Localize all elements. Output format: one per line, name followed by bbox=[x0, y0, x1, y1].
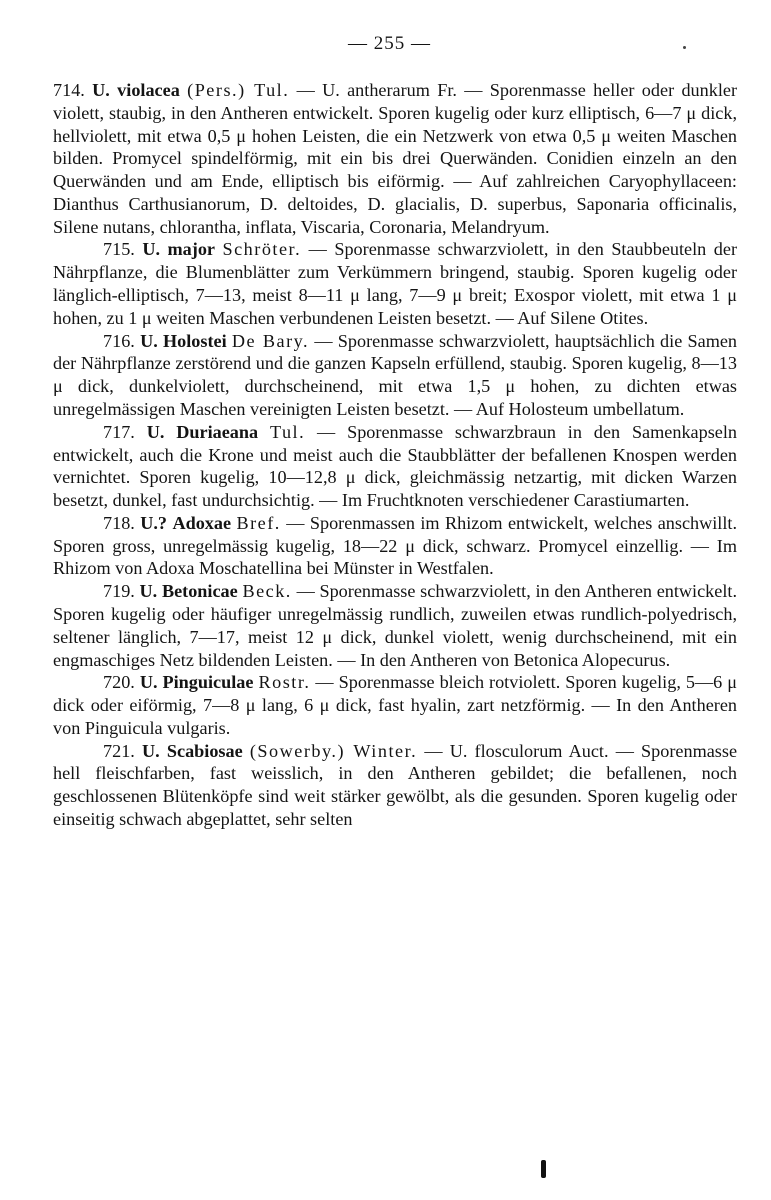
entry-genus: U. bbox=[139, 672, 158, 693]
entry-text: — U. antherarum Fr. — Sporenmasse heller oder dunkler violett, staubig, in den Antheren entwickelt. Sporen kugelig oder kurz elliptisch, 6—7 μ dick, hellviolett, mit etwa 0,5 μ hohen Leisten, die ein Netzwerk von etwa 0,5 μ weiten Maschen bilden. Promycel spindelförmig, mit ein bis drei Querwänden. Conidien einzeln an den Querwänden und am Ende, elliptisch bis eiförmig. — Auf zahlreichen Caryophyllaceen: Dianthus Carthusianorum, D. deltoides, D. glacialis, D. superbus, Saponaria officinalis, Silene nutans, chlorantha, inflata, Viscaria, Coronaria, Melandryum. bbox=[53, 80, 737, 237]
entry-715 bbox=[53, 238, 737, 329]
entry-species: Scabiosae bbox=[166, 740, 243, 761]
entry-genus: U. bbox=[142, 740, 160, 761]
entry-719 bbox=[53, 580, 737, 671]
document-body bbox=[53, 79, 737, 831]
entry-716 bbox=[53, 330, 737, 421]
print-speck bbox=[683, 46, 686, 49]
entry-author: Rostr. bbox=[258, 672, 311, 693]
entry-genus: U. bbox=[140, 330, 158, 351]
entry-author: (Pers.) Tul. bbox=[187, 80, 290, 100]
entry-number: 715. bbox=[103, 239, 135, 260]
entry-genus: U. bbox=[139, 581, 158, 602]
entry-717 bbox=[53, 421, 737, 512]
entry-author: Bref. bbox=[236, 512, 281, 533]
entry-author: Tul. bbox=[269, 421, 306, 442]
ink-blot-mark bbox=[541, 1160, 546, 1178]
entry-number: 717. bbox=[103, 421, 135, 442]
entry-number: 720. bbox=[103, 672, 135, 693]
entry-species: Holostei bbox=[163, 330, 227, 351]
entry-number: 714. bbox=[53, 80, 85, 100]
entry-text: — Sporenmasse schwarzviolett, in den Staubbeuteln der Nährpflanze, die Blumenblätter zum Verkümmern bringend, staubig. Sporen kugelig oder länglich-elliptisch, 7—13, meist 8—11 μ lang, 7—9 μ breit; Exospor violett, mit etwa 1 μ hohen, zu 1 μ weiten Maschen verbundenen Leisten besetzt. — Auf Silene Otites. bbox=[53, 239, 737, 328]
entry-genus: U. bbox=[92, 80, 110, 100]
entry-author: De Bary. bbox=[231, 330, 310, 351]
entry-genus: U. bbox=[146, 421, 165, 442]
entry-number: 716. bbox=[103, 330, 135, 351]
entry-714 bbox=[53, 79, 737, 238]
page-number-header: — 255 — bbox=[348, 33, 431, 54]
entry-718 bbox=[53, 512, 737, 580]
entry-species: Adoxae bbox=[172, 512, 232, 533]
entry-text: — Sporenmasse bleich rotviolett. Sporen kugelig, 5—6 μ dick oder eiförmig, 7—8 μ lang, 6 μ dick, fast hyalin, zart netzförmig. — In den Antheren von Pinguicula vulgaris. bbox=[53, 672, 737, 738]
entry-number: 718. bbox=[103, 512, 135, 533]
entry-species: Duriaeana bbox=[176, 421, 259, 442]
entry-species: Betonicae bbox=[161, 581, 238, 602]
entry-text: — Sporenmasse schwarzbraun in den Samenkapseln entwickelt, auch die Krone und meist auch die Staubblätter der befallenen Knospen werden vernichtet. Sporen kugelig, 10—12,8 μ dick, gleichmässig netzartig, mit dicken Warzen besetzt, dunkel, fast undurchsichtig. — Im Fruchtknoten verschiedener Carastiumarten. bbox=[53, 421, 738, 511]
entry-species: Pinguiculae bbox=[162, 672, 254, 693]
entry-genus: U.? bbox=[140, 512, 168, 533]
entry-author: Beck. bbox=[242, 581, 292, 602]
entry-text: — U. flosculorum Auct. — Sporenmasse hell fleischfarben, fast weisslich, in den Antheren gebildet; die befallenen, noch geschlossenen Blütenköpfe sind weit stärker gewölbt, als die gesunden. Sporen kugelig oder einseitig schwach abgeplattet, sehr selten bbox=[53, 740, 738, 829]
entry-number: 719. bbox=[103, 581, 135, 602]
entry-species: violacea bbox=[117, 80, 180, 100]
entry-721 bbox=[53, 740, 737, 831]
entry-number: 721. bbox=[103, 740, 135, 761]
entry-text: — Sporenmasse schwarzviolett, hauptsächlich die Samen der Nährpflanze zerstörend und die ganzen Kapseln erfüllend, staubig. Sporen kugelig, 8—13 μ dick, dunkelviolett, durchscheinend, mit etwa 1,5 μ hohen, zu dichten etwas unregelmässigen Maschen vereinigten Leisten besetzt. — Auf Holosteum umbellatum. bbox=[53, 330, 738, 419]
entry-720 bbox=[53, 671, 737, 739]
entry-genus: U. bbox=[142, 239, 161, 260]
entry-author: Schröter. bbox=[222, 239, 302, 260]
entry-species: major bbox=[167, 239, 215, 260]
entry-text: — Sporenmasse schwarzviolett, in den Antheren entwickelt. Sporen kugelig oder häufiger unregelmässig rundlich, zuweilen etwas rundlich-polyedrisch, seltener länglich, 7—17, meist 12 μ dick, dunkel violett, wenig durchscheinend, mit ein engmaschiges Netz bildenden Leisten. — In den Antheren von Betonica Alopecurus. bbox=[53, 581, 737, 670]
entry-author: (Sowerby.) Winter. bbox=[249, 740, 418, 761]
entry-text: — Sporenmassen im Rhizom entwickelt, welches anschwillt. Sporen gross, unregelmässig kugelig, 18—22 μ dick, schwarz. Promycel einzellig. — Im Rhizom von Adoxa Moschatellina bei Münster in Westfalen. bbox=[53, 512, 738, 579]
